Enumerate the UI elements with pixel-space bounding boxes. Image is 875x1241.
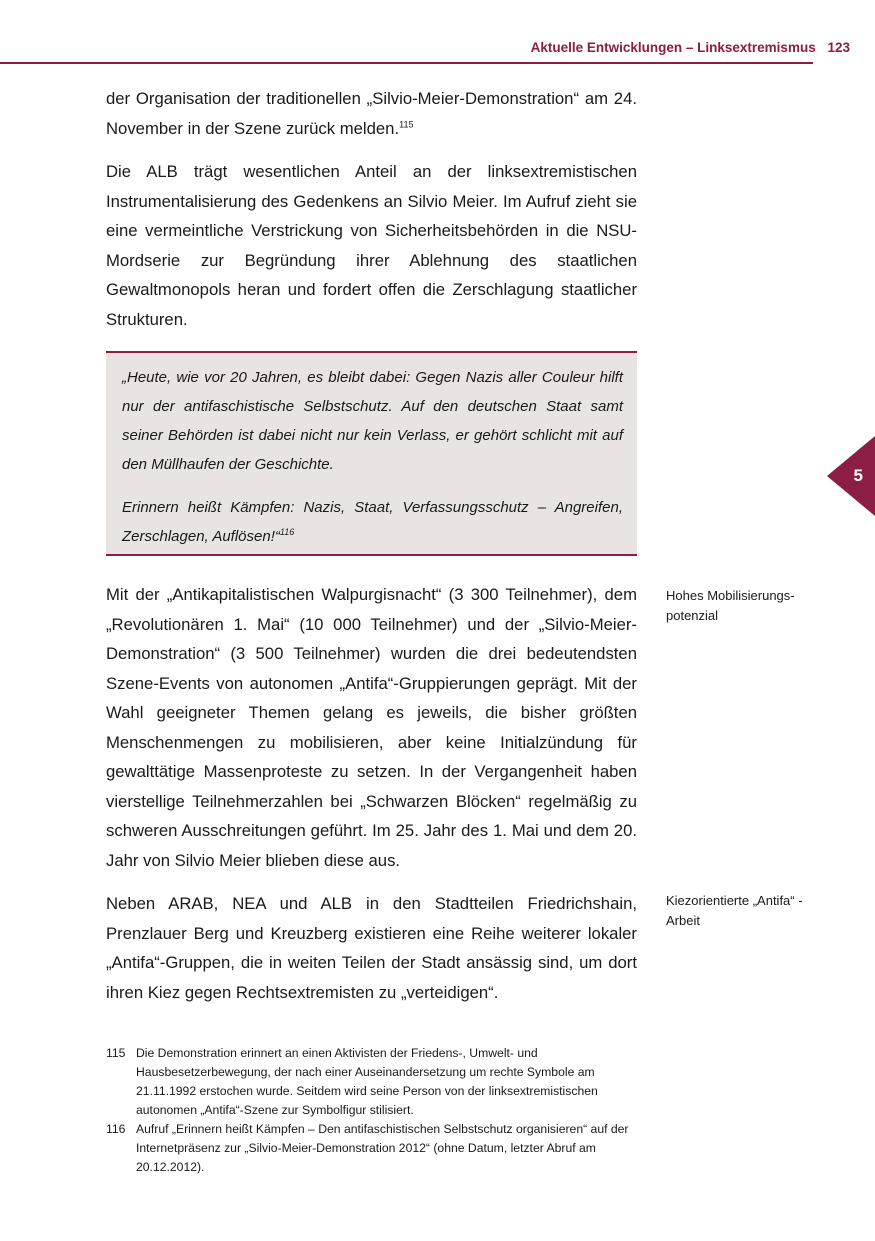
footnote-116 <box>106 1120 637 1177</box>
paragraph-4: Neben ARAB, NEA und ALB in den Stadtteilen Friedrichshain, Prenzlauer Berg und Kreuzberg existieren eine Reihe weiterer lokaler „Antifa“-Gruppen, die in weiten Teilen der Stadt ansässig sind, um dort ihren Kiez gegen Rechtsextremisten zu „verteidigen“. <box>106 894 637 1002</box>
chapter-tab <box>827 436 875 516</box>
footnote-number: 115 <box>106 1046 126 1060</box>
margin-note-kiez: Kiezorientierte „Antifa“ - Arbeit <box>666 893 803 928</box>
footnote-number: 116 <box>106 1122 126 1136</box>
quote-paragraph-1: „Heute, wie vor 20 Jahren, es bleibt dabei: Gegen Nazis aller Couleur hilft nur der antifaschistische Selbstschutz. Auf den deutschen Staat samt seiner Behörden ist dabei nicht nur kein Verlass, er gehört schlicht mit auf den Müllhaufen der Geschichte. <box>122 369 623 473</box>
paragraph-1-text: der Organisation der traditionellen „Silvio-Meier-Demonstration“ am 24. November in der Szene zurück melden. <box>106 89 637 138</box>
paragraph-1 <box>106 84 637 143</box>
paragraph-3: Mit der „Antikapitalistischen Walpurgisnacht“ (3 300 Teilnehmer), dem „Revolutionären 1. Mai“ (10 000 Teilnehmer) und der „Silvio-Meier-Demonstration“ (3 500 Teilnehmer) wurden die drei bedeutendsten Szene-Events von autonomen „Antifa“-Gruppierungen geprägt. Mit der Wahl geeigneter Themen gelang es jeweils, die bisher größten Menschenmengen zu mobilisieren, aber keine Initialzündung für gewalttätige Massenproteste zu setzen. In der Vergangenheit haben vierstellige Teilnehmerzahlen bei „Schwarzen Blöcken“ regelmäßig zu schweren Ausschreitungen geführt. Im 25. Jahr des 1. Mai und dem 20. Jahr von Silvio Meier blieben diese aus. <box>106 585 637 870</box>
footnote-ref-115[interactable]: 115 <box>399 118 414 129</box>
header-title: Aktuelle Entwicklungen – Linksextremismus <box>530 40 816 55</box>
footnote-115 <box>106 1044 637 1120</box>
margin-note-mobilisierung: Hohes Mobilisierungs- potenzial <box>666 588 795 623</box>
footnote-ref-116[interactable]: 116 <box>279 527 295 537</box>
quote-paragraph-2 <box>122 493 623 551</box>
chapter-number: 5 <box>853 466 863 485</box>
header-rule <box>0 62 813 64</box>
footnote-text: Aufruf „Erinnern heißt Kämpfen – Den antifaschistischen Selbstschutz organisieren“ auf der Internetpräsenz zur „Silvio-Meier-Demonstration 2012“ (ohne Datum, letzter Abruf am 20.12.2012). <box>136 1122 629 1174</box>
page-number: 123 <box>827 40 850 55</box>
footnotes <box>106 1044 637 1177</box>
quote-paragraph-2-text: Erinnern heißt Kämpfen: Nazis, Staat, Verfassungsschutz – Angreifen, Zerschlagen, Auflösen!“ <box>122 499 623 545</box>
paragraph-2: Die ALB trägt wesentlichen Anteil an der linksextremistischen Instrumentalisierung des Gedenkens an Silvio Meier. Im Aufruf zieht sie eine vermeintliche Verstrickung von Sicherheitsbehörden in die NSU-Mordserie zur Begründung ihrer Ablehnung des staatlichen Gewaltmonopols heran und fordert offen die Zerschlagung staatlicher Strukturen. <box>106 162 637 329</box>
body-block-bottom <box>106 580 637 1007</box>
footnote-text: Die Demonstration erinnert an einen Aktivisten der Friedens-, Umwelt- und Hausbesetzerbewegung, der nach einer Auseinandersetzung um rechte Symbole am 21.11.1992 erstochen wurde. Seitdem wird seine Person von der linksextremistischen autonomen „Antifa“-Szene zur Symbolfigur stilisiert. <box>136 1046 598 1117</box>
body-block-top <box>106 84 637 334</box>
running-header <box>531 40 850 55</box>
quote-box <box>106 351 637 556</box>
